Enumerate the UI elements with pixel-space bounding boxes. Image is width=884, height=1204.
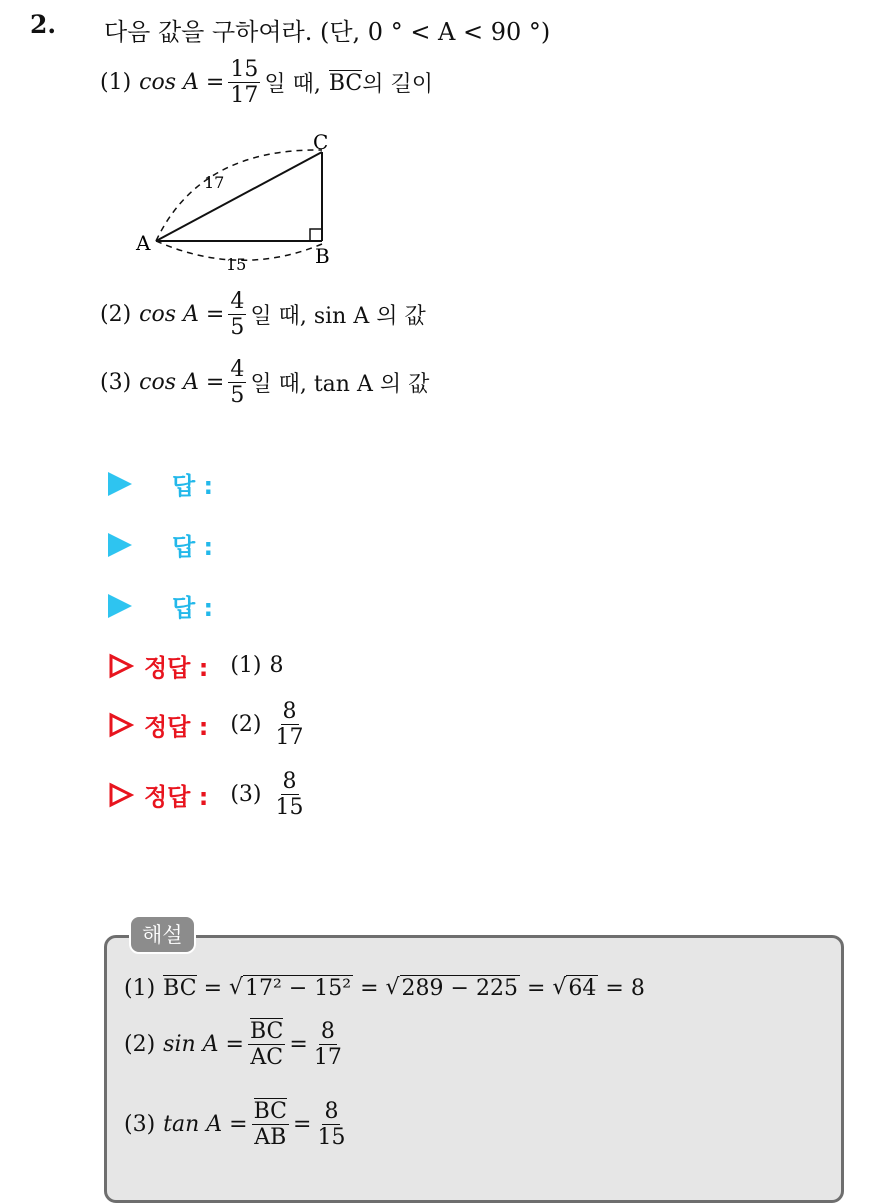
fraction-numerator: 4 [230, 357, 245, 382]
fraction-denominator: AB [254, 1125, 287, 1151]
part-suffix-pre: 일 때, [264, 72, 321, 98]
fraction-numerator: 4 [230, 289, 245, 314]
solution-function: sin A = [163, 1032, 244, 1058]
part-3 [100, 358, 429, 407]
answer-key-row-3 [108, 770, 310, 819]
fraction-numerator: 15 [230, 57, 259, 82]
solution-result: 8 [630, 975, 645, 1001]
fraction-denominator: 15 [275, 795, 304, 821]
fraction-denominator: 17 [275, 725, 304, 751]
fraction-denominator: 17 [230, 83, 259, 109]
part-label: (2) [100, 302, 132, 328]
fraction [274, 700, 306, 749]
hypotenuse-length: 17 [204, 173, 225, 192]
solution-label: (1) [124, 975, 156, 1001]
answer-label: 답 : [172, 472, 214, 500]
radicand: 289 − 225 [401, 976, 518, 1001]
fraction [228, 290, 246, 339]
play-triangle-icon [108, 594, 132, 618]
fraction [274, 770, 306, 819]
fraction-denominator: 15 [317, 1125, 346, 1151]
part-2 [100, 290, 426, 339]
square-root: √ 64 [552, 975, 597, 1001]
fraction [312, 1020, 344, 1069]
part-1 [100, 58, 433, 107]
answer-key-row-2 [108, 700, 310, 749]
answer-row-2[interactable] [108, 527, 213, 562]
vertex-b: B [315, 244, 330, 268]
answer-row-3[interactable] [108, 588, 213, 623]
vertex-c: C [313, 130, 329, 154]
fraction [228, 58, 260, 107]
part-suffix: 일 때, tan A 의 값 [250, 372, 430, 398]
answer-key-value [230, 700, 309, 749]
fraction-numerator: 8 [324, 1099, 339, 1124]
play-triangle-icon [108, 533, 132, 557]
segment-label: BC [163, 976, 197, 1001]
question-text: 다음 값을 구하여라. (단, 0 ° < A < 90 °) [104, 18, 551, 46]
outline-triangle-icon [108, 653, 134, 679]
triangle-figure [130, 128, 350, 278]
square-root: √ 289 − 225 [385, 975, 518, 1001]
fraction-numerator: BC [249, 1019, 284, 1044]
answer-key-label: 정답 : [144, 783, 209, 812]
fraction-numerator: 8 [320, 1019, 335, 1044]
part-label: (3) [100, 370, 132, 396]
part-suffix-post: 의 길이 [362, 72, 434, 98]
fraction-denominator: 5 [230, 315, 245, 341]
answer-label: 답 : [172, 594, 214, 622]
answer-key-part: (3) [230, 782, 262, 808]
fraction [315, 1100, 347, 1149]
answer-key-value [230, 770, 309, 819]
answer-key-value [230, 653, 283, 678]
fraction-numerator: 8 [282, 769, 297, 794]
answer-key-part: (2) [230, 712, 262, 738]
question-number: 2. [30, 10, 57, 39]
answer-key-row-1 [108, 648, 284, 683]
fraction [248, 1020, 285, 1069]
solution-line-2: (2) sin A = $\frac{BC}{AC}$ = $\frac{8}{17}$ [124, 1019, 342, 1071]
radicand: 64 [568, 976, 597, 1001]
answer-row-1[interactable] [108, 466, 213, 501]
part-lhs: cos A = [139, 370, 225, 396]
outline-triangle-icon [108, 712, 134, 738]
part-suffix: 일 때, sin A 의 값 [250, 304, 426, 330]
vertex-a: A [136, 231, 151, 255]
solution-function: tan A = [163, 1112, 248, 1138]
fraction-denominator: 17 [313, 1045, 342, 1071]
answer-label: 답 : [172, 533, 214, 561]
answer-key-label: 정답 : [144, 654, 209, 682]
part-lhs: cos A = [139, 302, 225, 328]
square-root: √ 17² − 15² [229, 975, 352, 1001]
solution-label: (2) [124, 1032, 156, 1058]
solution-label: (3) [124, 1112, 156, 1138]
fraction [252, 1100, 289, 1149]
fraction-denominator: AC [250, 1045, 284, 1071]
answer-key-part: (1) [230, 653, 262, 678]
part-label: (1) [100, 70, 132, 96]
fraction-denominator: 5 [230, 383, 245, 409]
play-triangle-icon [108, 472, 132, 496]
fraction-numerator: BC [253, 1099, 288, 1124]
right-angle-mark [310, 229, 322, 241]
radicand: 17² − 15² [245, 976, 352, 1001]
base-length: 15 [226, 255, 247, 274]
solution-line-3: (3) tan A = $\frac{BC}{AB}$ = $\frac{8}{15}$ [124, 1099, 346, 1151]
part-lhs: cos A = [139, 70, 225, 96]
hypotenuse-line [156, 152, 322, 241]
fraction [228, 358, 246, 407]
segment-label: BC [328, 70, 363, 96]
answer-key-label: 정답 : [144, 713, 209, 742]
answer-key-number: 8 [269, 653, 284, 678]
fraction-numerator: 8 [282, 699, 297, 724]
outline-triangle-icon [108, 782, 134, 808]
solution-tag: 해설 [129, 915, 196, 954]
solution-line-1: (1) BC = √ 17² − 15² = √ 289 − 225 = √ 64 = 8 [124, 975, 645, 1001]
